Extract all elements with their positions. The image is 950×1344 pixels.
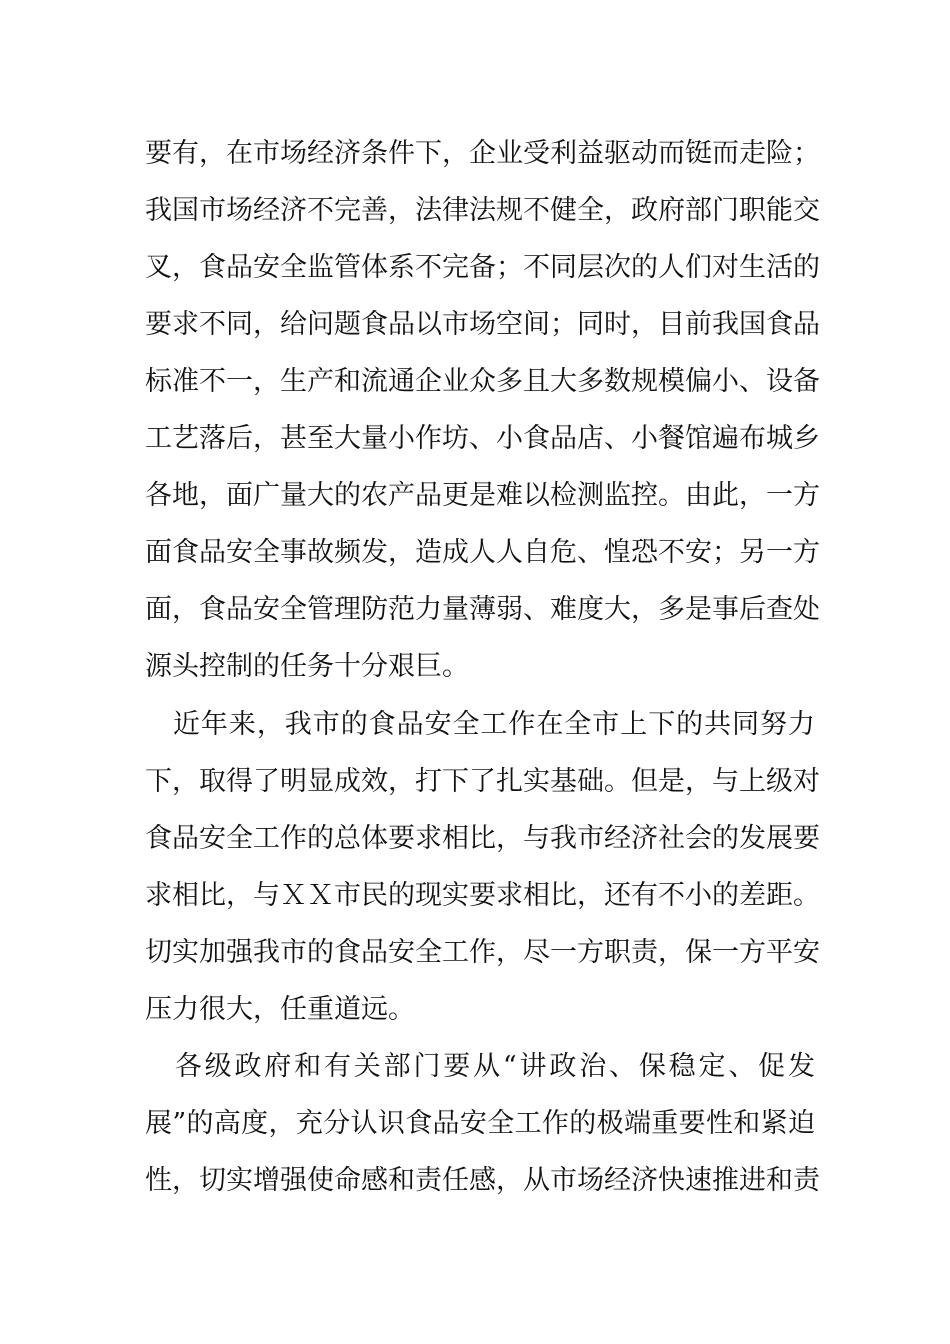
text-line: 工艺落后，甚至大量小作坊、小食品店、小餐馆遍布城乡 — [145, 423, 820, 454]
text-line: 性，切实增强使命感和责任感，从市场经济快速推进和责 — [145, 1165, 820, 1196]
text-line: 下，取得了明显成效，打下了扎实基础。但是，与上级对 — [145, 766, 820, 797]
paragraph-start-line: 各级政府和有关部门要从“讲政治、保稳定、促发 — [145, 1051, 815, 1082]
text-line: 叉，食品安全监管体系不完备；不同层次的人们对生活的 — [145, 252, 820, 283]
text-line: 面，食品安全管理防范力量薄弱、难度大，多是事后查处 — [145, 594, 820, 625]
text-line: 我国市场经济不完善，法律法规不健全，政府部门职能交 — [145, 195, 820, 226]
text-line: 压力很大，任重道远。 — [145, 994, 415, 1025]
text-line: 求相比，与ＸＸ市民的现实要求相比，还有不小的差距。 — [145, 880, 820, 911]
text-line: 要求不同，给问题食品以市场空间；同时，目前我国食品 — [145, 309, 820, 340]
text-line: 食品安全工作的总体要求相比，与我市经济社会的发展要 — [145, 823, 820, 854]
paragraph-start-line: 近年来，我市的食品安全工作在全市上下的共同努力 — [145, 709, 815, 740]
text-line: 要有，在市场经济条件下，企业受利益驱动而铤而走险； — [145, 138, 820, 169]
text-line: 各地，面广量大的农产品更是难以检测监控。由此，一方 — [145, 480, 820, 511]
text-line: 展”的高度，充分认识食品安全工作的极端重要性和紧迫 — [145, 1108, 815, 1139]
text-line: 面食品安全事故频发，造成人人自危、惶恐不安；另一方 — [145, 537, 820, 568]
text-line: 标准不一，生产和流通企业众多且大多数规模偏小、设备 — [145, 366, 820, 397]
text-line: 切实加强我市的食品安全工作，尽一方职责，保一方平安 — [145, 937, 820, 968]
text-line: 源头控制的任务十分艰巨。 — [145, 651, 469, 682]
